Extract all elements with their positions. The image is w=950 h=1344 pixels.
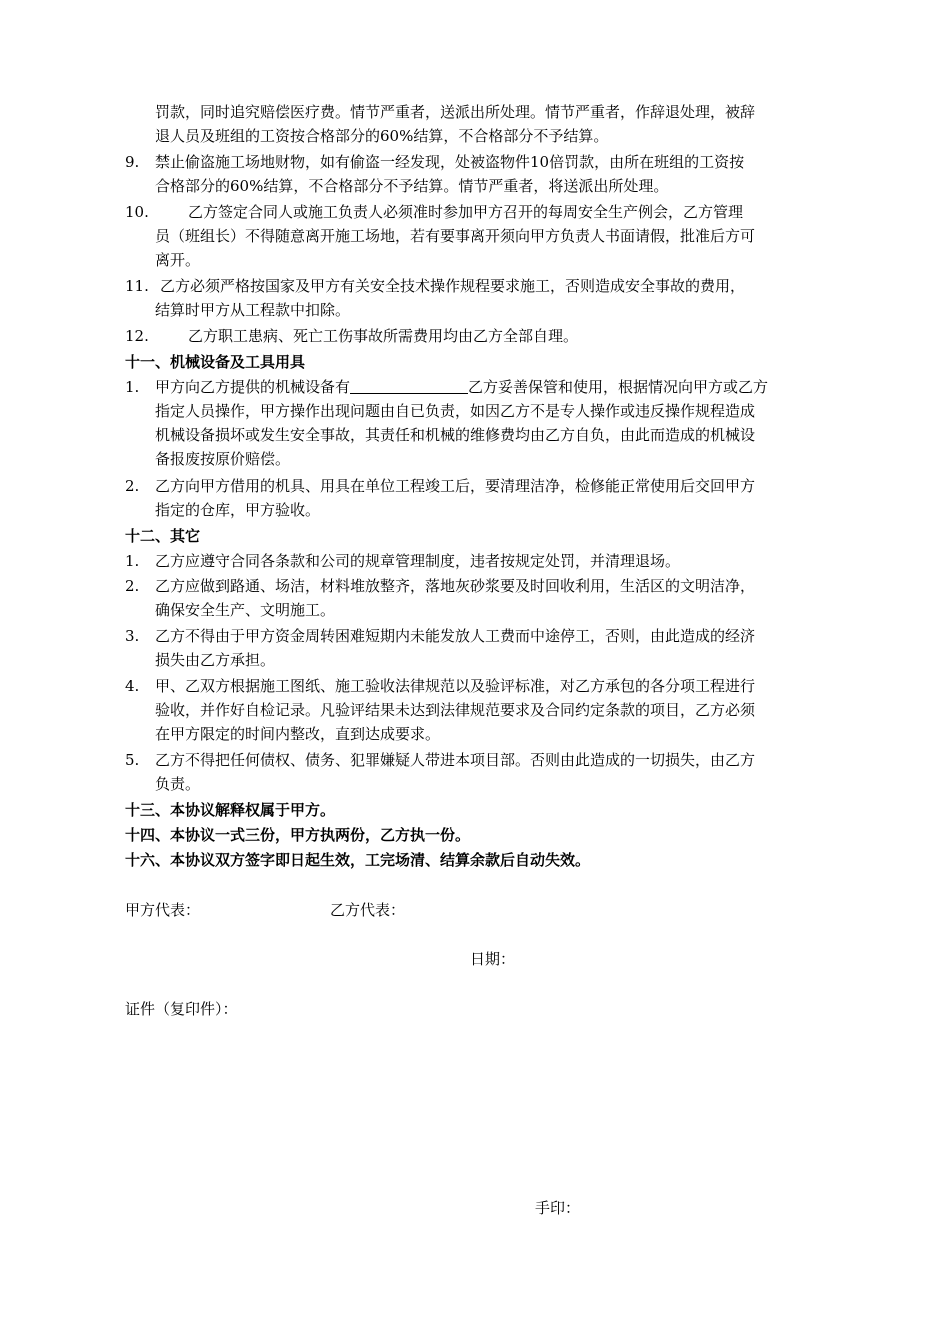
party-b-representative-label: 乙方代表： (330, 901, 406, 919)
section11-heading: 十一、机械设备及工具用具 (125, 353, 306, 371)
s11-item1-line1-part-b: 乙方妥善保管和使用，根据情况向甲方或乙方 (468, 378, 769, 396)
item11-line1: 乙方必须严格按国家及甲方有关安全技术操作规程要求施工，否则造成安全事故的费用， (160, 277, 746, 295)
item10-number: 10. (125, 203, 149, 221)
id-copy-label: 证件（复印件）： (125, 1000, 238, 1018)
s12-item4-number: 4. (125, 677, 140, 695)
s12-item2-line1: 乙方应做到路通、场洁，材料堆放整齐，落地灰砂浆要及时回收利用，生活区的文明洁净， (155, 577, 756, 595)
s12-item4-line2: 验收，并作好自检记录。凡验评结果未达到法律规范要求及合同约定条款的项目，乙方必须 (155, 701, 756, 719)
s12-item2-line2: 确保安全生产、文明施工。 (155, 601, 336, 619)
item11-line2: 结算时甲方从工程款中扣除。 (155, 301, 351, 319)
s12-item1-number: 1. (125, 552, 140, 570)
s12-item5-line2: 负责。 (155, 775, 201, 793)
s11-item1-line4: 备报废按原价赔偿。 (155, 450, 291, 468)
item9-number: 9. (125, 153, 140, 171)
s12-item5-line1: 乙方不得把任何债权、债务、犯罪嫌疑人带进本项目部。否则由此造成的一切损失，由乙方 (155, 751, 756, 769)
section16-heading: 十六、本协议双方签字即日起生效，工完场清、结算余款后自动失效。 (125, 851, 591, 869)
fingerprint-label: 手印： (535, 1199, 581, 1217)
item9-line2: 合格部分的60%结算，不合格部分不予结算。情节严重者，将送派出所处理。 (155, 177, 669, 195)
s11-item2-line2: 指定的仓库，甲方验收。 (155, 501, 321, 519)
s12-item4-line3: 在甲方限定的时间内整改，直到达成要求。 (155, 725, 441, 743)
section13-heading: 十三、本协议解释权属于甲方。 (125, 801, 336, 819)
equipment-blank-field (350, 377, 468, 394)
section14-heading: 十四、本协议一式三份，甲方执两份，乙方执一份。 (125, 826, 471, 844)
s11-item1-line1-part-a: 甲方向乙方提供的机械设备有 (155, 378, 351, 396)
item10-line3: 离开。 (155, 251, 201, 269)
s11-item1-line2: 指定人员操作，甲方操作出现问题由自已负责，如因乙方不是专人操作或违反操作规程造成 (155, 402, 756, 420)
section12-heading: 十二、其它 (125, 527, 201, 545)
s12-item1-line1: 乙方应遵守合同各条款和公司的规章管理制度，违者按规定处罚，并清理退场。 (155, 552, 681, 570)
item10-line1: 乙方签定合同人或施工负责人必须准时参加甲方召开的每周安全生产例会，乙方管理 (188, 203, 744, 221)
item12-line1: 乙方职工患病、死亡工伤事故所需费用均由乙方全部自理。 (188, 327, 579, 345)
s12-item3-number: 3. (125, 627, 140, 645)
item10-line2: 员（班组长）不得随意离开施工场地，若有要事离开须向甲方负责人书面请假，批准后方可 (155, 227, 756, 245)
item8-continuation-line1: 罚款，同时追究赔偿医疗费。情节严重者，送派出所处理。情节严重者，作辞退处理，被辞 (155, 103, 756, 121)
s12-item5-number: 5. (125, 751, 140, 769)
item11-number: 11. (125, 277, 149, 295)
s11-item1-number: 1. (125, 378, 140, 396)
s11-item2-number: 2. (125, 477, 140, 495)
s12-item3-line2: 损失由乙方承担。 (155, 651, 276, 669)
party-a-representative-label: 甲方代表： (125, 901, 201, 919)
date-label: 日期： (470, 950, 516, 968)
item8-continuation-line2: 退人员及班组的工资按合格部分的60%结算，不合格部分不予结算。 (155, 127, 609, 145)
item12-number: 12. (125, 327, 149, 345)
s12-item3-line1: 乙方不得由于甲方资金周转困难短期内未能发放人工费而中途停工，否则，由此造成的经济 (155, 627, 756, 645)
s11-item2-line1: 乙方向甲方借用的机具、用具在单位工程竣工后，要清理洁净，检修能正常使用后交回甲方 (155, 477, 756, 495)
s12-item4-line1: 甲、乙双方根据施工图纸、施工验收法律规范以及验评标准，对乙方承包的各分项工程进行 (155, 677, 756, 695)
s12-item2-number: 2. (125, 577, 140, 595)
s11-item1-line3: 机械设备损坏或发生安全事故，其责任和机械的维修费均由乙方自负，由此而造成的机械设 (155, 426, 756, 444)
s11-item1-line1 (155, 375, 768, 399)
item9-line1: 禁止偷盗施工场地财物，如有偷盗一经发现，处被盗物件10倍罚款，由所在班组的工资按 (155, 153, 745, 171)
